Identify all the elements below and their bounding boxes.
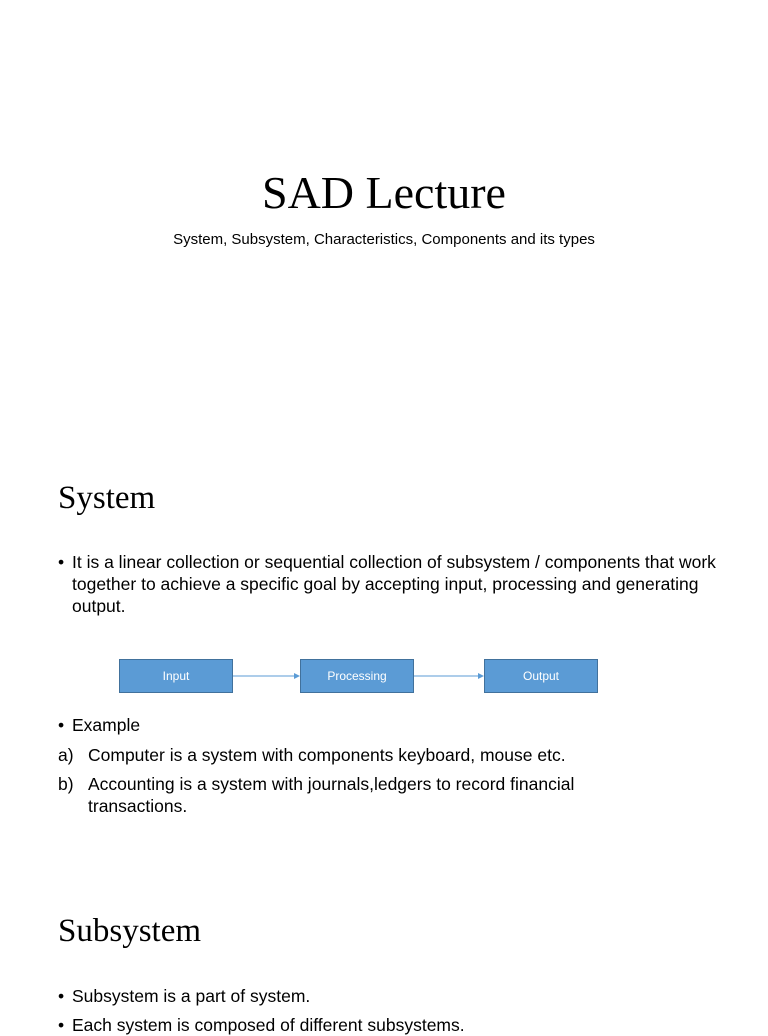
flow-box-label: Input [162, 669, 190, 683]
example-bullet [58, 714, 722, 736]
subsystem-bullet [58, 985, 722, 1007]
example-item-a [58, 744, 738, 766]
example-text: Computer is a system with components keyboard, mouse etc. [88, 745, 566, 765]
example-item-b [58, 773, 648, 817]
subsystem-heading: Subsystem [58, 913, 202, 949]
slide-subtitle: System, Subsystem, Characteristics, Components and its types [173, 231, 595, 248]
flow-box-label: Processing [327, 669, 387, 683]
example-label: Example [72, 715, 141, 735]
enum-marker: b) [58, 774, 74, 794]
subsystem-bullet [58, 1014, 722, 1036]
flow-box-label: Output [522, 669, 560, 683]
bullet-dot: • [58, 552, 65, 572]
bullet-dot: • [58, 986, 65, 1006]
subsystem-bullet-text: Subsystem is a part of system. [72, 986, 311, 1006]
slide-title: SAD Lecture [262, 167, 506, 218]
example-text: Accounting is a system with journals,ledgers to record financial transactions. [88, 774, 575, 816]
flow-box-output [484, 659, 598, 693]
flow-box-input [119, 659, 233, 693]
system-definition-text: It is a linear collection or sequential collection of subsystem / components that work together to achieve a specific goal by accepting input, processing and generating output. [72, 552, 716, 616]
system-definition-bullet [58, 551, 722, 617]
enum-marker: a) [58, 745, 74, 765]
bullet-dot: • [58, 1015, 65, 1035]
flow-box-processing [300, 659, 414, 693]
subsystem-bullet-text: Each system is composed of different subsystems. [72, 1015, 465, 1035]
system-heading: System [58, 480, 156, 516]
bullet-dot: • [58, 715, 65, 735]
